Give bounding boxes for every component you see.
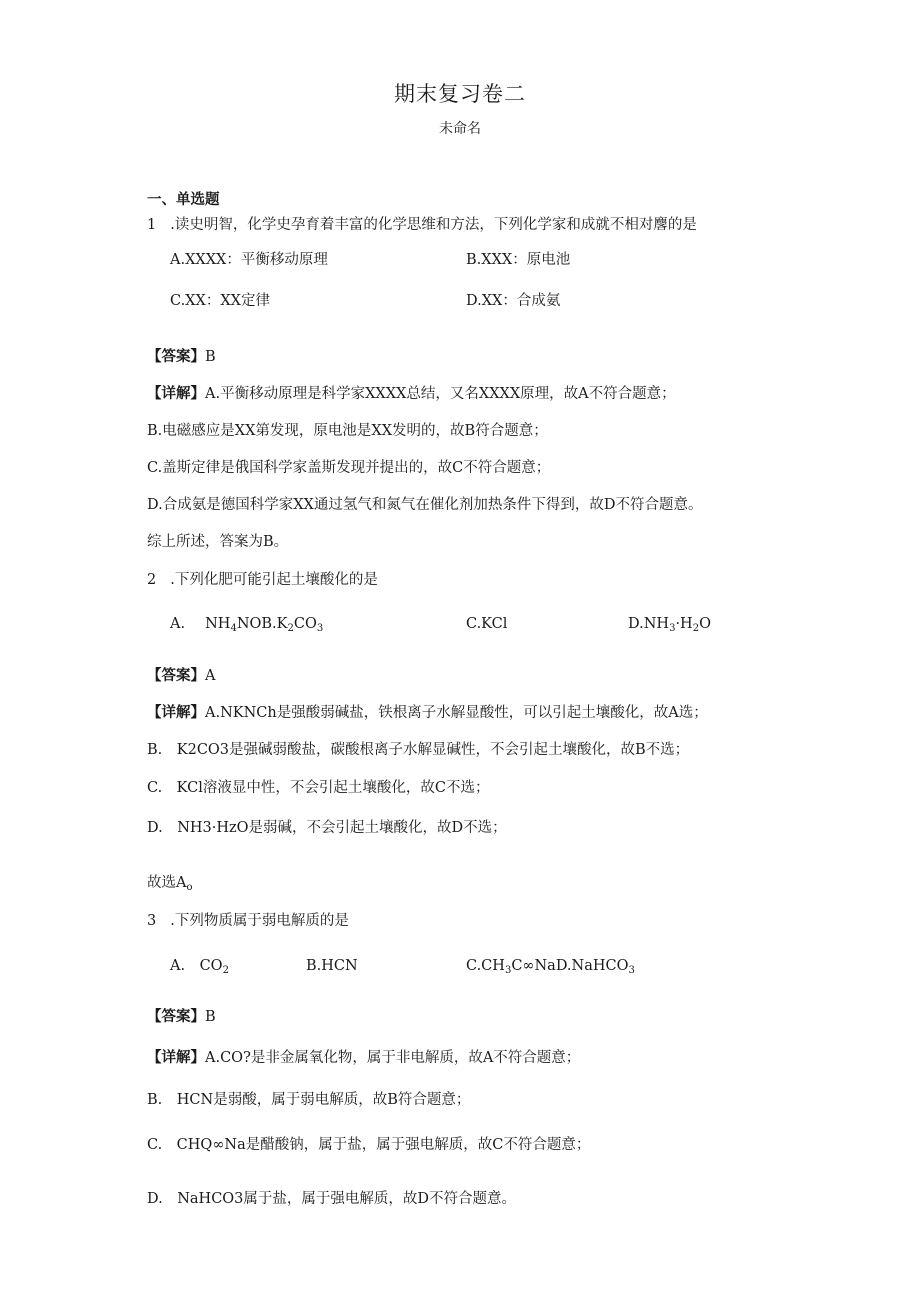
section-heading: 一、单选题 xyxy=(147,191,220,208)
answer-label: 【答案】 xyxy=(147,1008,205,1025)
explain-label: 【详解】 xyxy=(147,385,205,402)
question-2-stem xyxy=(147,570,378,590)
question-1-stem xyxy=(147,215,697,235)
q2-option-d: $D.NH_3\cdot H_2O$ xyxy=(628,616,711,634)
explain-text: A.NKNCh是强酸弱碱盐，铁根离子水解显酸性，可以引起土壤酸化，故A选； xyxy=(205,705,708,721)
question-text: .读史明智，化学史孕育着丰富的化学思维和方法，下列化学家和成就不相对麐的是 xyxy=(170,217,697,233)
explain-label: 【详解】 xyxy=(147,704,205,721)
q1-answer xyxy=(147,347,216,367)
q3-explain-d: D. NaHCO3属于盐，属于强电解质，故D不符合题意。 xyxy=(147,1191,517,1207)
page-title: 期末复习卷二 xyxy=(394,82,526,106)
question-3-stem xyxy=(147,911,349,931)
q3-explain-c: C. CHQ∞Na是醋酸钠，属于盐，属于强电解质，故C不符合题意； xyxy=(147,1137,591,1153)
answer-value: A xyxy=(205,668,216,684)
q2-explain-d: D. NH3·HzO是弱碱，不会引起土壤酸化，故D不选； xyxy=(147,820,507,836)
q3-explain-b: B. HCN是弱酸，属于弱电解质，故B符合题意； xyxy=(147,1092,471,1108)
q3-option-cd: $C.CH_3C\infty NaD.NaHCO_3$ xyxy=(466,958,635,976)
q2-summary: 故选$A_o$ xyxy=(147,875,193,893)
q2-explain-b: B. K2CO3是强碱弱酸盐，碳酸根离子水解显碱性，不会引起土壤酸化，故B不选； xyxy=(147,742,690,758)
q1-explain-d: D.合成氨是德国科学家XX通过氢气和氮气在催化剂加热条件下得到，故D不符合题意。 xyxy=(147,497,703,513)
q1-option-d: D.XX：合成氨 xyxy=(466,293,561,309)
question-number: 2 xyxy=(147,572,157,588)
answer-label: 【答案】 xyxy=(147,348,205,365)
q3-explain-a xyxy=(147,1048,580,1068)
question-text: .下列化肥可能引起土壤酸化的是 xyxy=(170,572,378,588)
q2-explain-c: C. KCl溶液显中性，不会引起土壤酸化，故C不选； xyxy=(147,780,490,796)
q2-explain-a xyxy=(147,703,708,723)
question-number: 3 xyxy=(147,913,157,929)
question-number: 1 xyxy=(147,217,157,233)
q2-answer xyxy=(147,666,215,686)
q3-option-a: A. $CO_2$ xyxy=(170,958,229,976)
answer-value: B xyxy=(205,349,216,365)
explain-text: A.平衡移动原理是科学家XXXX总结，又名XXXX原理，故A不符合题意； xyxy=(205,386,676,402)
q2-option-c: C.KCl xyxy=(466,616,508,632)
page-subtitle: 未命名 xyxy=(439,121,481,137)
answer-value: B xyxy=(205,1009,216,1025)
answer-label: 【答案】 xyxy=(147,667,205,684)
q1-option-b: B.XXX：原电池 xyxy=(466,252,571,268)
q2-option-ab: A. $NH_4NOB.K_2CO_3$ xyxy=(170,616,324,634)
q1-explain-b: B.电磁感应是XX第发现，原电池是XX发明的，故B符合题意； xyxy=(147,423,548,439)
explain-label: 【详解】 xyxy=(147,1049,205,1066)
q1-summary: 综上所述，答案为B。 xyxy=(147,534,289,550)
q1-option-a: A.XXXX：平衡移动原理 xyxy=(170,252,328,268)
q1-option-c: C.XX：XX定律 xyxy=(170,293,270,309)
q3-answer xyxy=(147,1007,216,1027)
q1-explain-c: C.盖斯定律是俄国科学家盖斯发现并提出的，故C不符合题意； xyxy=(147,460,551,476)
explain-text: A.CO?是非金属氧化物，属于非电解质，故A不符合题意； xyxy=(205,1050,581,1066)
question-text: .下列物质属于弱电解质的是 xyxy=(170,913,349,929)
q3-option-b: B.HCN xyxy=(306,958,358,974)
q1-explain-a xyxy=(147,384,676,404)
